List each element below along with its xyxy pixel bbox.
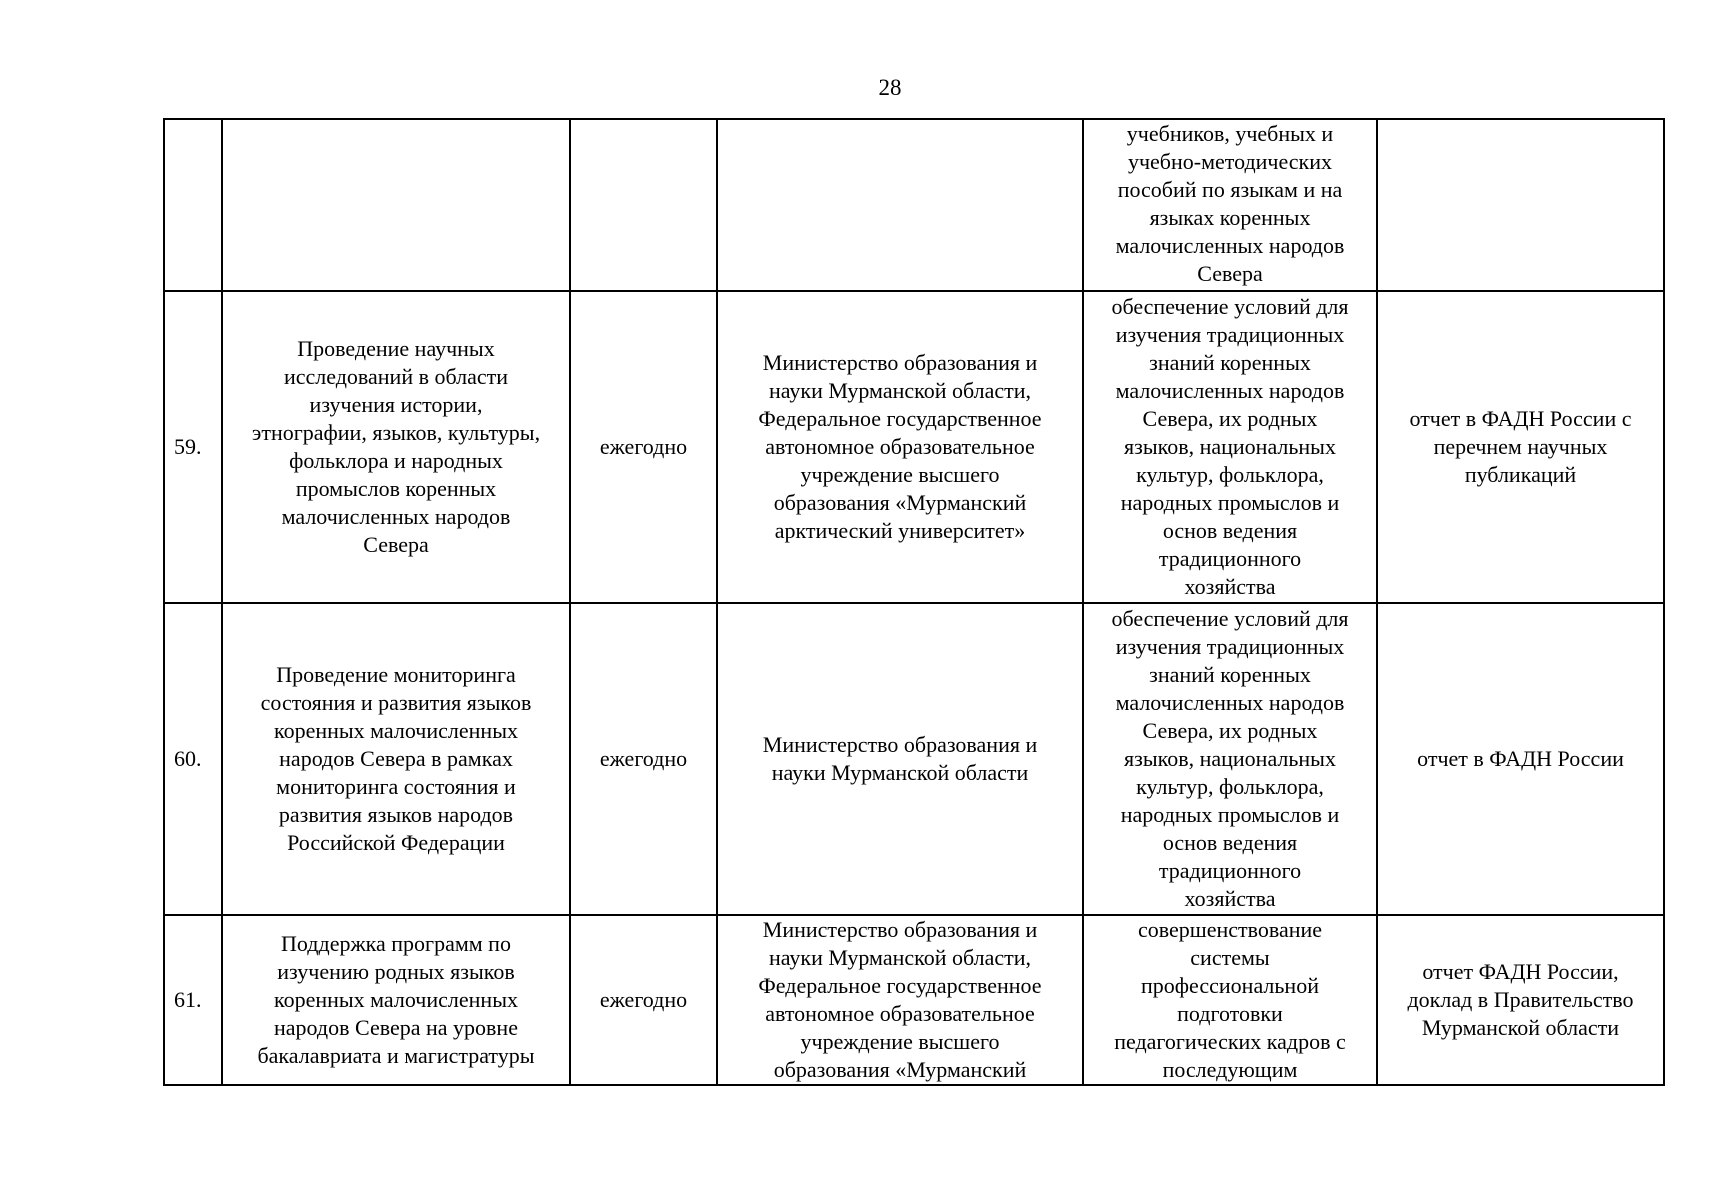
table-row [164, 915, 1664, 1085]
executor-text: Министерство образования и науки Мурманской области [762, 732, 1038, 785]
table-row [164, 119, 1664, 291]
result-cell [1083, 915, 1377, 1085]
control-text: отчет в ФАДН России [1417, 746, 1624, 771]
result-text: учебников, учебных и учебно-методических пособий по языкам и на языках коренных малочисленных народов Севера [1115, 121, 1345, 286]
deadline-text: ежегодно [599, 746, 688, 771]
row-number-cell [164, 603, 222, 915]
event-cell [222, 291, 570, 603]
control-text: отчет в ФАДН России с перечнем научных публикаций [1409, 406, 1632, 487]
executor-cell [717, 291, 1083, 603]
executor-text: Министерство образования и науки Мурманской области, Федеральное государственное автономное образовательное учреждение высшего образования «Мурманский [758, 917, 1042, 1082]
result-text: обеспечение условий для изучения традиционных знаний коренных малочисленных народов Севера, их родных языков, национальных культур, фольклора, народных промыслов и основ ведения традиционного хозяйства [1111, 606, 1349, 911]
deadline-text: ежегодно [599, 434, 688, 459]
control-cell [1377, 119, 1664, 291]
row-number-cell [164, 915, 222, 1085]
control-cell [1377, 603, 1664, 915]
result-text: совершенствование системы профессиональной подготовки педагогических кадров с последующим [1114, 917, 1346, 1082]
deadline-text: ежегодно [599, 987, 688, 1012]
row-number-cell [164, 119, 222, 291]
measures-table [163, 118, 1665, 1086]
page-number: 28 [878, 75, 902, 100]
row-number: 60. [174, 746, 202, 771]
event-cell [222, 603, 570, 915]
result-cell [1083, 119, 1377, 291]
event-cell [222, 119, 570, 291]
executor-cell [717, 603, 1083, 915]
control-text: отчет ФАДН России, доклад в Правительство Мурманской области [1407, 959, 1634, 1040]
event-text: Проведение мониторинга состояния и развития языков коренных малочисленных народов Севера в рамках мониторинга состояния и развития языков народов Российской Федерации [260, 662, 532, 855]
deadline-cell [570, 603, 717, 915]
deadline-cell [570, 291, 717, 603]
executor-cell [717, 119, 1083, 291]
control-cell [1377, 915, 1664, 1085]
event-text: Поддержка программ по изучению родных языков коренных малочисленных народов Севера на уровне бакалавриата и магистратуры [257, 931, 535, 1068]
deadline-cell [570, 915, 717, 1085]
deadline-cell [570, 119, 717, 291]
event-text: Проведение научных исследований в области изучения истории, этнографии, языков, культуры, фольклора и народных промыслов коренных малочисленных народов Севера [251, 336, 541, 557]
event-cell [222, 915, 570, 1085]
result-text: обеспечение условий для изучения традиционных знаний коренных малочисленных народов Севера, их родных языков, национальных культур, фольклора, народных промыслов и основ ведения традиционного хозяйства [1111, 294, 1349, 599]
row-number-cell [164, 291, 222, 603]
row-number: 61. [174, 987, 202, 1012]
row-number: 59. [174, 434, 202, 459]
executor-text: Министерство образования и науки Мурманской области, Федеральное государственное автономное образовательное учреждение высшего образования «Мурманский арктический университет» [758, 350, 1042, 543]
table-row [164, 603, 1664, 915]
result-cell [1083, 291, 1377, 603]
result-cell [1083, 603, 1377, 915]
executor-cell [717, 915, 1083, 1085]
table-row [164, 291, 1664, 603]
control-cell [1377, 291, 1664, 603]
